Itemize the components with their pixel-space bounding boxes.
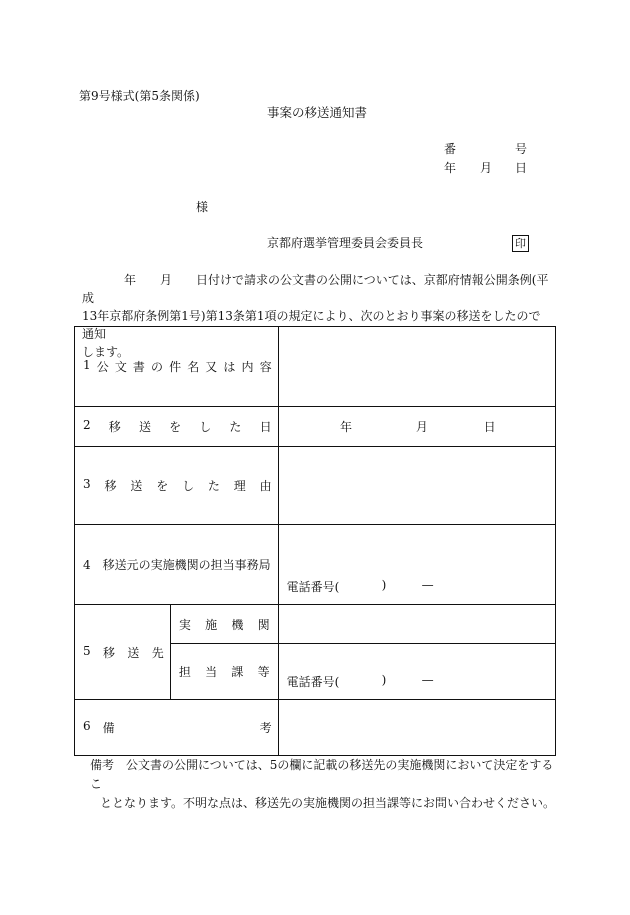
label-char: し — [199, 420, 212, 434]
phone-close-2: ) — [381, 673, 387, 687]
body-line-3: します。 — [82, 345, 130, 359]
label-char: 日 — [259, 420, 272, 434]
phone-dash: — — [421, 578, 434, 592]
label-char: 容 — [259, 360, 272, 374]
label-char: 課 — [231, 665, 244, 679]
date-day-label: 日 — [515, 161, 528, 175]
value-origin-office[interactable] — [278, 525, 555, 605]
form-number: 第9号様式(第5条関係) — [79, 89, 200, 103]
label-char: 機 — [231, 617, 244, 632]
seal-mark: 印 — [512, 235, 529, 252]
phone-dash-2: — — [421, 673, 434, 687]
value-destination-agency[interactable] — [278, 605, 555, 644]
value-document-name[interactable] — [278, 327, 555, 407]
footnote-line-1: 備考 公文書の公開については、5の欄に記載の移送先の実施機関において決定をするこ — [90, 758, 554, 791]
label-char: 送 — [130, 479, 143, 493]
label-char: 件 — [169, 360, 182, 374]
label-char: 文 — [114, 360, 127, 374]
label-char: 5 — [83, 643, 91, 658]
row-origin-office — [75, 525, 556, 605]
label-char: 移 — [103, 645, 116, 660]
phone-label: 電話番号( — [286, 580, 340, 594]
label-char: 2 — [83, 418, 91, 432]
label-char: 由 — [259, 479, 272, 493]
footnote-line-2: ととなります。不明な点は、移送先の実施機関の担当課等にお問い合わせください。 — [100, 796, 556, 810]
transfer-form-table — [74, 326, 556, 756]
label-char: 理 — [233, 479, 246, 493]
number-suffix: 号 — [515, 142, 528, 156]
label-destination-agency — [170, 605, 278, 644]
remarks-char-b: 考 — [259, 721, 272, 735]
label-char: 3 — [83, 477, 91, 491]
label-char: 送 — [127, 645, 140, 660]
date-month-label: 月 — [480, 161, 493, 175]
number-label: 番 — [444, 142, 457, 156]
body-line-2: 13年京都府条例第1号)第13条第1項の規定により、次のとおり事案の移送をしたので通知 — [82, 309, 541, 341]
body-line-1: 年 月 日付けで請求の公文書の公開については、京都府情報公開条例(平成 — [82, 273, 549, 305]
label-char: は — [223, 360, 236, 374]
label-char: 名 — [187, 360, 200, 374]
label-char: 先 — [151, 645, 164, 660]
label-char: 実 — [178, 617, 191, 632]
row-remarks — [75, 700, 556, 756]
label-destination-section — [170, 644, 278, 700]
label-transfer-reason — [75, 447, 279, 525]
date-day: 日 — [483, 420, 496, 434]
remarks-number: 6 — [83, 719, 91, 733]
issuer-name: 京都府選挙管理委員会委員長 — [267, 236, 424, 250]
label-char: 1 — [83, 358, 91, 372]
label-char: を — [169, 420, 182, 434]
document-title: 事案の移送通知書 — [267, 105, 368, 120]
date-year: 年 — [340, 420, 353, 434]
row-transfer-reason — [75, 447, 556, 525]
label-char: 関 — [257, 617, 270, 632]
label-char: 公 — [96, 360, 109, 374]
label-transfer-date — [75, 407, 279, 447]
label-origin-office: 4 移送元の実施機関の担当事務局 — [75, 525, 279, 605]
label-char: 移 — [104, 479, 117, 493]
date-year-label: 年 — [444, 161, 457, 175]
label-char: を — [156, 479, 169, 493]
addressee-suffix: 様 — [196, 200, 209, 214]
row-destination-agency — [75, 605, 556, 644]
label-char: た — [207, 479, 220, 493]
value-transfer-reason[interactable] — [278, 447, 555, 525]
value-destination-section[interactable] — [278, 644, 555, 700]
label-char: し — [182, 479, 195, 493]
label-char: 移 — [108, 420, 121, 434]
label-destination — [75, 605, 171, 700]
row-transfer-date — [75, 407, 556, 447]
label-char: 施 — [205, 617, 218, 632]
footnote — [90, 756, 556, 813]
label-char: た — [229, 420, 242, 434]
label-char: 等 — [257, 665, 270, 679]
phone-label-2: 電話番号( — [286, 675, 340, 689]
remarks-char-a: 備 — [102, 721, 115, 735]
value-transfer-date[interactable] — [278, 407, 555, 447]
label-char: の — [151, 360, 164, 374]
label-char: 担 — [178, 665, 191, 679]
row-document-name — [75, 327, 556, 407]
label-char: 書 — [132, 360, 145, 374]
label-char: 送 — [138, 420, 151, 434]
date-month: 月 — [415, 420, 428, 434]
label-char: 当 — [205, 665, 218, 679]
label-document-name — [75, 327, 279, 407]
label-char: 内 — [241, 360, 254, 374]
label-char: 又 — [205, 360, 218, 374]
value-remarks[interactable] — [278, 700, 555, 756]
label-remarks — [75, 700, 279, 756]
phone-close: ) — [381, 578, 387, 592]
